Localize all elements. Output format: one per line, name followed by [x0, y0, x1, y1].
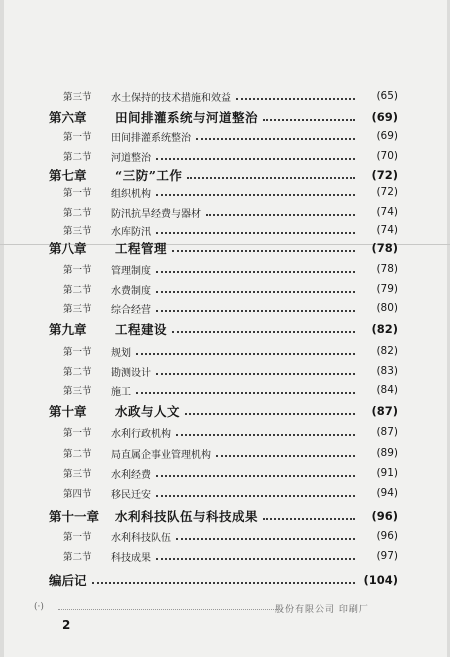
- dot-leader: [263, 119, 355, 121]
- section-title: 防汛抗旱经费与器材: [111, 208, 201, 220]
- section-title: 组织机构: [111, 188, 151, 200]
- scan-edge-left: [0, 0, 4, 657]
- toc-section-row: [63, 260, 398, 278]
- toc-chapter-row: [49, 107, 398, 127]
- chapter-title: 水利科技队伍与科技成果: [115, 509, 259, 524]
- section-title: 水利经费: [111, 469, 151, 481]
- dot-leader: [156, 310, 355, 312]
- toc-entry-label: [49, 166, 182, 184]
- dot-leader: [187, 177, 355, 179]
- dot-leader: [156, 495, 355, 497]
- toc-entry-label: [63, 89, 231, 104]
- toc-section-row: [63, 342, 398, 360]
- toc-page-number: (72): [376, 186, 398, 198]
- section-number: 第一节: [63, 428, 92, 439]
- toc-entry-label: [63, 223, 151, 238]
- section-number: 第一节: [63, 347, 92, 358]
- toc-section-row: [63, 183, 398, 201]
- section-title: 河道整治: [111, 152, 151, 164]
- toc-page-number: (104): [363, 573, 398, 587]
- toc-page-number: (79): [376, 283, 398, 295]
- toc-entry-label: [63, 262, 151, 277]
- section-title: 水利行政机构: [111, 428, 171, 440]
- chapter-number: 第十章: [49, 404, 87, 419]
- toc-section-row: [63, 147, 398, 165]
- toc-section-row: [63, 203, 398, 221]
- toc-section-row: [63, 527, 398, 545]
- toc-entry-label: [63, 301, 151, 316]
- chapter-number: 第六章: [49, 110, 87, 125]
- section-title: 水利科技队伍: [111, 532, 171, 544]
- section-title: 水土保持的技术措施和效益: [111, 92, 231, 104]
- toc-entry-label: [63, 446, 211, 461]
- footer-left-mark: (·): [34, 602, 44, 612]
- chapter-title: 工程管理: [115, 241, 168, 256]
- chapter-number: 第八章: [49, 241, 87, 256]
- toc-chapter-row: [49, 319, 398, 339]
- toc-chapter-row: [49, 165, 398, 185]
- toc-section-row: [63, 299, 398, 317]
- toc-entry-label: [49, 571, 87, 589]
- toc-section-row: [63, 87, 398, 105]
- section-title: 规划: [111, 347, 131, 359]
- dot-leader: [176, 434, 355, 436]
- dot-leader: [156, 158, 355, 160]
- toc-page-number: (80): [376, 302, 398, 314]
- toc-section-row: [63, 221, 398, 239]
- toc-entry-label: [63, 282, 151, 297]
- toc-entry-label: [63, 185, 151, 200]
- toc-section-row: [63, 423, 398, 441]
- footer-dotted-rule: [58, 609, 282, 610]
- section-number: 第二节: [63, 208, 92, 219]
- toc-page-number: (84): [376, 384, 398, 396]
- section-title: 勘测设计: [111, 367, 151, 379]
- footer-printer-imprint: 股份有限公司 印刷厂: [275, 605, 369, 615]
- section-title: 水库防汛: [111, 226, 151, 238]
- toc-entry-label: [49, 320, 167, 338]
- section-number: 第四节: [63, 489, 92, 500]
- toc-page-number: (96): [376, 530, 398, 542]
- chapter-number: 第十一章: [49, 509, 100, 524]
- toc-chapter-row: [49, 506, 398, 526]
- toc-entry-label: [63, 205, 201, 220]
- section-number: 第二节: [63, 285, 92, 296]
- dot-leader: [156, 373, 355, 375]
- section-title: 局直属企事业管理机构: [111, 449, 211, 461]
- toc-page-number: (96): [371, 509, 398, 523]
- toc-page-number: (97): [376, 550, 398, 562]
- dot-leader: [172, 250, 355, 252]
- toc-page-number: (70): [376, 150, 398, 162]
- dot-leader: [156, 475, 355, 477]
- section-number: 第三节: [63, 469, 92, 480]
- chapter-title: “三防”工作: [115, 168, 183, 183]
- dot-leader: [172, 331, 355, 333]
- toc-page-number: (78): [376, 263, 398, 275]
- toc-chapter-row: [49, 570, 398, 590]
- toc-entry-label: [63, 364, 151, 379]
- section-number: 第二节: [63, 449, 92, 460]
- dot-leader: [216, 455, 355, 457]
- dot-leader: [263, 518, 355, 520]
- toc-section-row: [63, 484, 398, 502]
- section-number: 第一节: [63, 188, 92, 199]
- toc-section-row: [63, 381, 398, 399]
- dot-leader: [156, 271, 355, 273]
- toc-page-number: (69): [371, 110, 398, 124]
- toc-entry-label: [63, 149, 151, 164]
- toc-entry-label: [63, 425, 171, 440]
- toc-page-number: (74): [376, 206, 398, 218]
- dot-leader: [92, 582, 355, 584]
- toc-page-number: (78): [371, 241, 398, 255]
- toc-page-number: (82): [376, 345, 398, 357]
- dot-leader: [236, 98, 355, 100]
- toc-page-number: (87): [371, 404, 398, 418]
- dot-leader: [136, 392, 355, 394]
- toc-chapter-row: [49, 238, 398, 258]
- toc-entry-label: [63, 549, 151, 564]
- section-number: 第二节: [63, 367, 92, 378]
- section-number: 第三节: [63, 226, 92, 237]
- section-title: 施工: [111, 386, 131, 398]
- toc-chapter-row: [49, 401, 398, 421]
- toc-section-row: [63, 547, 398, 565]
- section-number: 第三节: [63, 92, 92, 103]
- section-title: 移民迁安: [111, 489, 151, 501]
- page-footer: [0, 602, 450, 616]
- toc-entry-label: [49, 108, 258, 126]
- dot-leader: [156, 194, 355, 196]
- toc-page-number: (65): [376, 90, 398, 102]
- toc-section-row: [63, 280, 398, 298]
- section-title: 科技成果: [111, 552, 151, 564]
- chapter-number: 编后记: [49, 573, 87, 588]
- section-number: 第一节: [63, 132, 92, 143]
- toc-section-row: [63, 444, 398, 462]
- dot-leader: [176, 538, 355, 540]
- dot-leader: [156, 558, 355, 560]
- toc-page-number: (83): [376, 365, 398, 377]
- section-number: 第二节: [63, 552, 92, 563]
- dot-leader: [185, 413, 355, 415]
- section-number: 第三节: [63, 304, 92, 315]
- section-number: 第二节: [63, 152, 92, 163]
- dot-leader: [136, 353, 355, 355]
- dot-leader: [196, 138, 355, 140]
- toc-section-row: [63, 464, 398, 482]
- chapter-title: 田间排灌系统与河道整治: [115, 110, 259, 125]
- toc-entry-label: [49, 507, 258, 525]
- toc-page-number: (91): [376, 467, 398, 479]
- toc-page-number: (89): [376, 447, 398, 459]
- toc-entry-label: [63, 529, 171, 544]
- toc-page-number: (74): [376, 224, 398, 236]
- toc-section-row: [63, 362, 398, 380]
- toc-entry-label: [63, 344, 131, 359]
- section-title: 水费制度: [111, 285, 151, 297]
- toc-page-number: (69): [376, 130, 398, 142]
- section-title: 田间排灌系统整治: [111, 132, 191, 144]
- chapter-number: 第九章: [49, 322, 87, 337]
- toc-entry-label: [63, 486, 151, 501]
- section-title: 管理制度: [111, 265, 151, 277]
- toc-page-number: (94): [376, 487, 398, 499]
- section-number: 第一节: [63, 532, 92, 543]
- dot-leader: [206, 214, 355, 216]
- section-number: 第一节: [63, 265, 92, 276]
- page-number: 2: [62, 618, 71, 632]
- toc-entry-label: [63, 129, 191, 144]
- dot-leader: [156, 291, 355, 293]
- section-title: 综合经营: [111, 304, 151, 316]
- toc-section-row: [63, 127, 398, 145]
- chapter-title: 水政与人文: [115, 404, 181, 419]
- chapter-title: 工程建设: [115, 322, 168, 337]
- toc-page-number: (87): [376, 426, 398, 438]
- toc-entry-label: [49, 239, 167, 257]
- toc-entry-label: [63, 383, 131, 398]
- toc-page-number: (72): [371, 168, 398, 182]
- section-number: 第三节: [63, 386, 92, 397]
- chapter-number: 第七章: [49, 168, 87, 183]
- toc-page-number: (82): [371, 322, 398, 336]
- toc-entry-label: [49, 402, 180, 420]
- toc-entry-label: [63, 466, 151, 481]
- dot-leader: [156, 232, 355, 234]
